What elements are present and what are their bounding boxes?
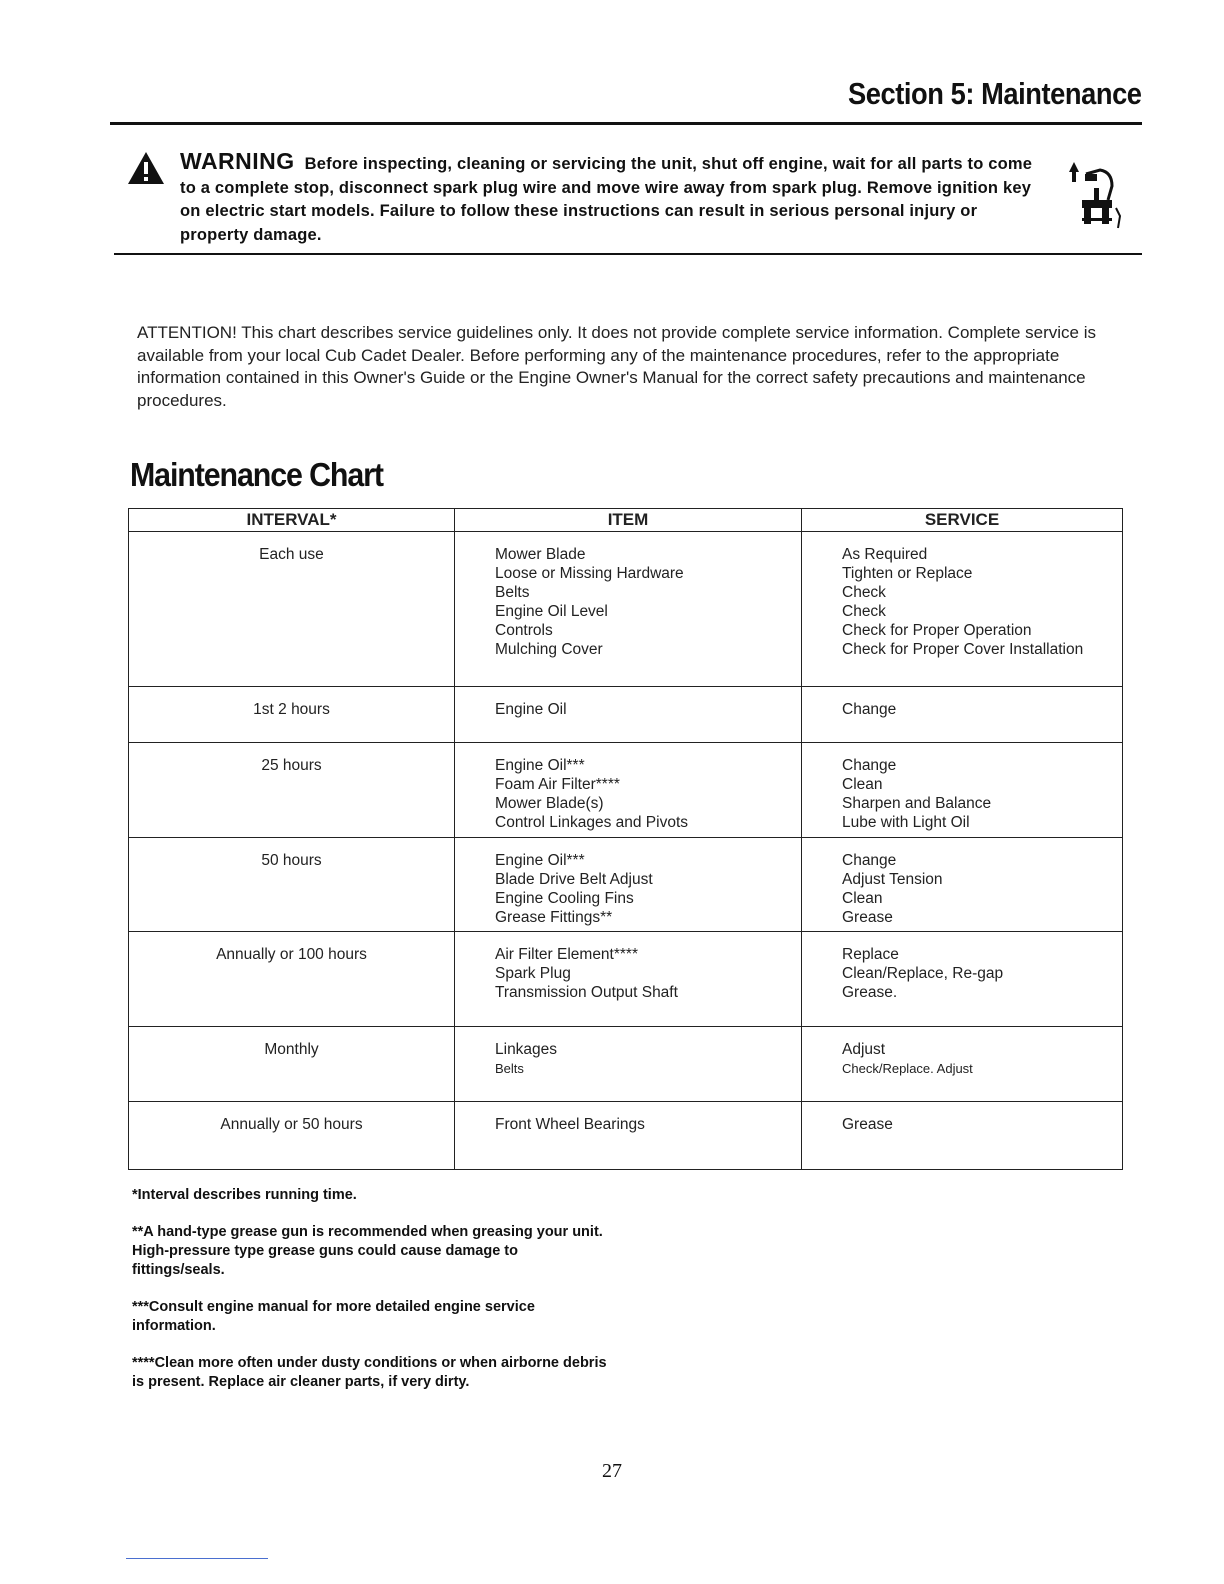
service-text: Grease	[842, 908, 893, 926]
interval-cell	[129, 687, 455, 743]
interval-cell	[129, 1027, 455, 1102]
table-row	[129, 1027, 1123, 1102]
service-text: Adjust	[842, 1041, 886, 1058]
item-text: Mower Blade(s)	[495, 794, 604, 812]
interval-text: Annually or 50 hours	[220, 1116, 363, 1133]
warning-rule	[114, 253, 1142, 255]
service-cell	[802, 932, 1123, 1027]
item-text: Engine Oil***	[495, 757, 585, 774]
attention-paragraph: ATTENTION! This chart describes service guidelines only. It does not provide complete service information. Complete service is available from your local Cub Cadet Dealer. Before performing any of the maintenance procedures, refer to the appropriate information contained in this Owner's Guide or the Engine Owner's Manual for the correct safety precautions and maintenance procedures.	[137, 323, 1096, 411]
service-cell	[802, 743, 1123, 838]
footnote: **A hand-type grease gun is recommended when greasing your unit. High-pressure type grease guns could cause damage to fittings/seals.	[132, 1224, 603, 1278]
item-text: Grease Fittings**	[495, 908, 613, 926]
interval-cell	[129, 532, 455, 687]
service-text: Clean	[842, 889, 883, 907]
warning-triangle-icon	[126, 150, 166, 186]
table-row	[129, 687, 1123, 743]
interval-text: Each use	[259, 546, 324, 563]
table-header-row	[129, 509, 1123, 532]
item-text: Engine Oil	[495, 701, 567, 718]
column-header-item: ITEM	[455, 509, 802, 532]
service-text: Grease.	[842, 983, 898, 1001]
item-text: Engine Cooling Fins	[495, 889, 634, 907]
item-text: Belts	[495, 583, 530, 601]
service-text: Lube with Light Oil	[842, 813, 970, 831]
service-text: Grease	[842, 1116, 893, 1133]
item-cell	[455, 532, 802, 687]
interval-text: Monthly	[264, 1041, 319, 1058]
item-text: Control Linkages and Pivots	[495, 813, 689, 831]
remove-key-spark-plug-icon	[1066, 160, 1126, 230]
item-cell	[455, 743, 802, 838]
table-row	[129, 932, 1123, 1027]
bottom-edge-mark	[126, 1558, 268, 1559]
item-text: Air Filter Element****	[495, 946, 638, 963]
item-text: Transmission Output Shaft	[495, 983, 678, 1001]
item-cell	[455, 932, 802, 1027]
header-rule	[110, 122, 1142, 125]
footnote: ****Clean more often under dusty conditions or when airborne debris is present. Replace air cleaner parts, if very dirty.	[132, 1355, 607, 1390]
item-text: Loose or Missing Hardware	[495, 564, 684, 582]
service-cell	[802, 1102, 1123, 1170]
interval-cell	[129, 838, 455, 932]
service-cell	[802, 1027, 1123, 1102]
table-row	[129, 838, 1123, 932]
warning-text: Before inspecting, cleaning or servicing the unit, shut off engine, wait for all parts to come to a complete stop, disconnect spark plug wire and move wire away from spark plug. Remove ignition key on electric start models. Failure to follow these instructions can result in serious personal injury or property damage.	[180, 155, 1033, 244]
table-row	[129, 532, 1123, 687]
section-title: Section 5: Maintenance	[848, 76, 1142, 111]
item-cell	[455, 838, 802, 932]
service-cell	[802, 532, 1123, 687]
item-text: Engine Oil***	[495, 852, 585, 869]
table-row	[129, 1102, 1123, 1170]
footnote: *Interval describes running time.	[132, 1187, 357, 1203]
service-text: Tighten or Replace	[842, 564, 973, 582]
item-text: Linkages	[495, 1041, 558, 1058]
interval-cell	[129, 743, 455, 838]
service-cell	[802, 838, 1123, 932]
service-text: Check for Proper Operation	[842, 621, 1032, 639]
service-text: Sharpen and Balance	[842, 794, 992, 812]
interval-text: 25 hours	[261, 757, 322, 774]
page-number: 27	[602, 1460, 622, 1482]
item-text: Mower Blade	[495, 546, 586, 563]
warning-label: WARNING	[180, 148, 295, 174]
interval-text: 1st 2 hours	[253, 701, 330, 718]
column-header-service: SERVICE	[802, 509, 1123, 532]
item-cell	[455, 687, 802, 743]
chart-heading: Maintenance Chart	[130, 456, 383, 493]
footnote: ***Consult engine manual for more detailed engine service information.	[132, 1299, 535, 1334]
service-text: Change	[842, 701, 897, 718]
item-text: Engine Oil Level	[495, 602, 608, 620]
service-text: As Required	[842, 546, 928, 563]
item-cell	[455, 1027, 802, 1102]
maintenance-table	[128, 508, 1123, 1170]
item-text: Mulching Cover	[495, 640, 603, 658]
service-text: Clean/Replace, Re-gap	[842, 964, 1004, 982]
item-text: Spark Plug	[495, 964, 571, 982]
item-cell	[455, 1102, 802, 1170]
service-text: Change	[842, 852, 897, 869]
column-header-interval: INTERVAL*	[129, 509, 455, 532]
service-text: Check/Replace. Adjust	[842, 1060, 973, 1076]
item-text: Controls	[495, 621, 553, 639]
service-text: Replace	[842, 946, 899, 963]
service-cell	[802, 687, 1123, 743]
interval-cell	[129, 932, 455, 1027]
service-text: Adjust Tension	[842, 870, 943, 888]
service-text: Clean	[842, 775, 883, 793]
interval-text: 50 hours	[261, 852, 322, 869]
item-text: Front Wheel Bearings	[495, 1116, 645, 1133]
service-text: Check for Proper Cover Installation	[842, 640, 1084, 658]
warning-block	[180, 150, 1050, 247]
item-text: Belts	[495, 1060, 524, 1076]
interval-cell	[129, 1102, 455, 1170]
service-text: Check	[842, 602, 886, 620]
footnotes	[132, 1186, 612, 1410]
item-text: Blade Drive Belt Adjust	[495, 870, 653, 888]
service-text: Check	[842, 583, 886, 601]
item-text: Foam Air Filter****	[495, 775, 620, 793]
service-text: Change	[842, 757, 897, 774]
table-row	[129, 743, 1123, 838]
interval-text: Annually or 100 hours	[216, 946, 367, 963]
